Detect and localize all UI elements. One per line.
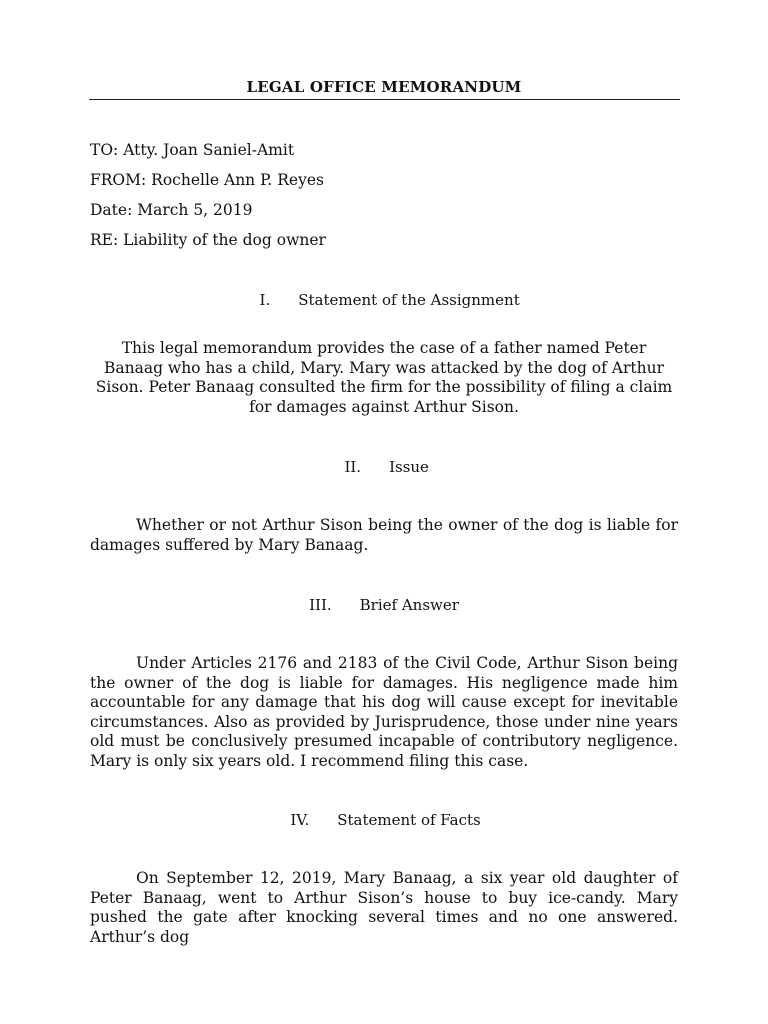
section-numeral: III. bbox=[309, 596, 332, 614]
section-body-text: This legal memorandum provides the case of a father named Peter Banaag who has a child, Mary. Mary was attacked by the dog of Arthur Sison. Peter Banaag consulted the firm for the possibility of filing a claim for damages against Arthur Sison. bbox=[95, 339, 673, 416]
memo-from: FROM: Rochelle Ann P. Reyes bbox=[90, 171, 324, 189]
memo-to: TO: Atty. Joan Saniel-Amit bbox=[90, 141, 295, 159]
section-title: Statement of Facts bbox=[337, 811, 481, 829]
section-heading-issue bbox=[0, 458, 768, 476]
memo-date: Date: March 5, 2019 bbox=[90, 201, 253, 219]
section-numeral: I. bbox=[259, 291, 271, 309]
section-heading-brief-answer bbox=[0, 596, 768, 614]
section-title: Statement of the Assignment bbox=[298, 291, 520, 309]
memo-re: RE: Liability of the dog owner bbox=[90, 231, 326, 249]
section-body-text: On September 12, 2019, Mary Banaag, a six year old daughter of Peter Banaag, went to Arthur Sison’s house to buy ice-candy. Mary pushed the gate after knocking several times and no one answered. Arthur’s dog bbox=[90, 869, 678, 946]
memo-title: LEGAL OFFICE MEMORANDUM bbox=[246, 78, 522, 96]
section-body-issue bbox=[90, 516, 678, 555]
section-body-text: Whether or not Arthur Sison being the owner of the dog is liable for damages suffered by Mary Banaag. bbox=[90, 516, 678, 554]
section-body-brief-answer bbox=[90, 654, 678, 772]
section-body-assignment bbox=[90, 339, 678, 417]
section-body-text: Under Articles 2176 and 2183 of the Civil Code, Arthur Sison being the owner of the dog is liable for damages. His negligence made him accountable for any damage that his dog will cause except for inevitable circumstances. Also as provided by Jurisprudence, those under nine years old must be conclusively presumed incapable of contributory negligence. Mary is only six years old. I recommend filing this case. bbox=[90, 654, 678, 770]
section-body-facts bbox=[90, 869, 678, 947]
section-heading-facts bbox=[0, 811, 768, 829]
section-title: Issue bbox=[389, 458, 429, 476]
title-underline bbox=[89, 99, 680, 100]
section-title: Brief Answer bbox=[359, 596, 459, 614]
section-heading-assignment bbox=[0, 291, 768, 309]
section-numeral: II. bbox=[344, 458, 362, 476]
section-numeral: IV. bbox=[290, 811, 310, 829]
